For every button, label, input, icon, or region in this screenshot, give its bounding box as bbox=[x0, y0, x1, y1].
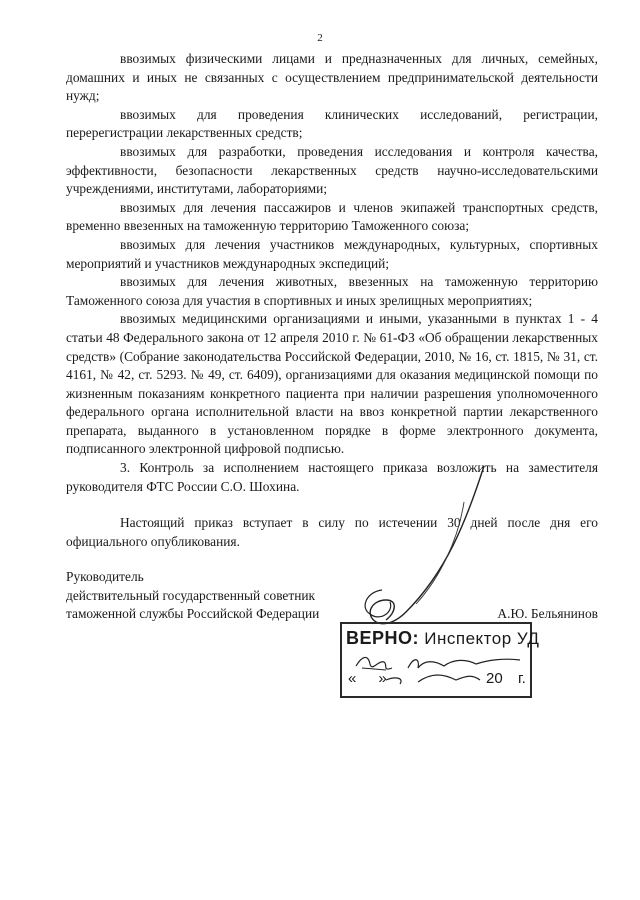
signatory-position-line2: действительный государственный советник bbox=[66, 587, 316, 603]
page-number: 2 bbox=[317, 32, 323, 44]
stamp-verno: ВЕРНО: bbox=[346, 628, 420, 648]
paragraph-control: 3. Контроль за исполнением настоящего приказа возложить на заместителя руководителя ФТС России С.О. Шохина. bbox=[66, 460, 598, 494]
stamp-date bbox=[348, 670, 526, 687]
paragraph-medical-orgs: ввозимых медицинскими организациями и иными, указанными в пунктах 1 - 4 статьи 48 Федерального закона от 12 апреля 2010 г. № 61-ФЗ «Об обращении лекарственных средств» (Собрание законодательства Российской Федерации, 2010, № 16, ст. 1815, № 31, ст. 4161, № 42, ст. 5293. № 49, ст. 6409), организациями для оказания медицинской помощи по жизненным показаниям конкретного пациента при наличии разрешения уполномоченного федерального органа исполнительной власти на ввоз конкретной партии лекарственного препарата, выданного в установленном порядке в форме электронного документа, подписанного электронной цифровой подписью. bbox=[66, 311, 598, 457]
signatory-name: А.Ю. Бельянинов bbox=[497, 606, 598, 622]
stamp-date-close-quote: » bbox=[378, 670, 387, 687]
handwritten-signature bbox=[346, 462, 546, 642]
stamp-year-suffix: г. bbox=[518, 670, 526, 687]
stamp-date-open-quote: « bbox=[348, 670, 357, 687]
paragraph-research: ввозимых для разработки, проведения исследования и контроля качества, эффективности, безопасности лекарственных средств научно-исследовательскими учреждениями, институтами, лабораториями; bbox=[66, 143, 598, 197]
stamp-position: Инспектор УД bbox=[424, 629, 540, 648]
paragraph-passengers: ввозимых для лечения пассажиров и членов экипажей транспортных средств, временно ввезенных на таможенную территорию Таможенного союза; bbox=[66, 199, 598, 234]
stamp-year-prefix: 20 bbox=[486, 670, 503, 687]
paragraph-effective-date: Настоящий приказ вступает в силу по истечении 30 дней после дня его официального опубликования. bbox=[66, 515, 598, 549]
paragraph-animals: ввозимых для лечения животных, ввезенных на таможенную территорию Таможенного союза для участия в спортивных и иных зрелищных мероприятиях; bbox=[66, 274, 598, 308]
paragraph-individuals: ввозимых физическими лицами и предназначенных для личных, семейных, домашних и иных не связанных с осуществлением предпринимательской деятельности нужд; bbox=[66, 51, 598, 104]
signatory-position-line3: таможенной службы Российской Федерации bbox=[66, 606, 320, 622]
certification-stamp bbox=[340, 622, 540, 698]
stamp-title bbox=[346, 628, 539, 649]
paragraph-events: ввозимых для лечения участников международных, культурных, спортивных мероприятий и участников международных экспедиций; bbox=[66, 236, 598, 271]
signatory-position-line1: Руководитель bbox=[66, 569, 144, 584]
paragraph-clinical-trials: ввозимых для проведения клинических исследований, регистрации, перерегистрации лекарственных средств; bbox=[66, 106, 598, 141]
